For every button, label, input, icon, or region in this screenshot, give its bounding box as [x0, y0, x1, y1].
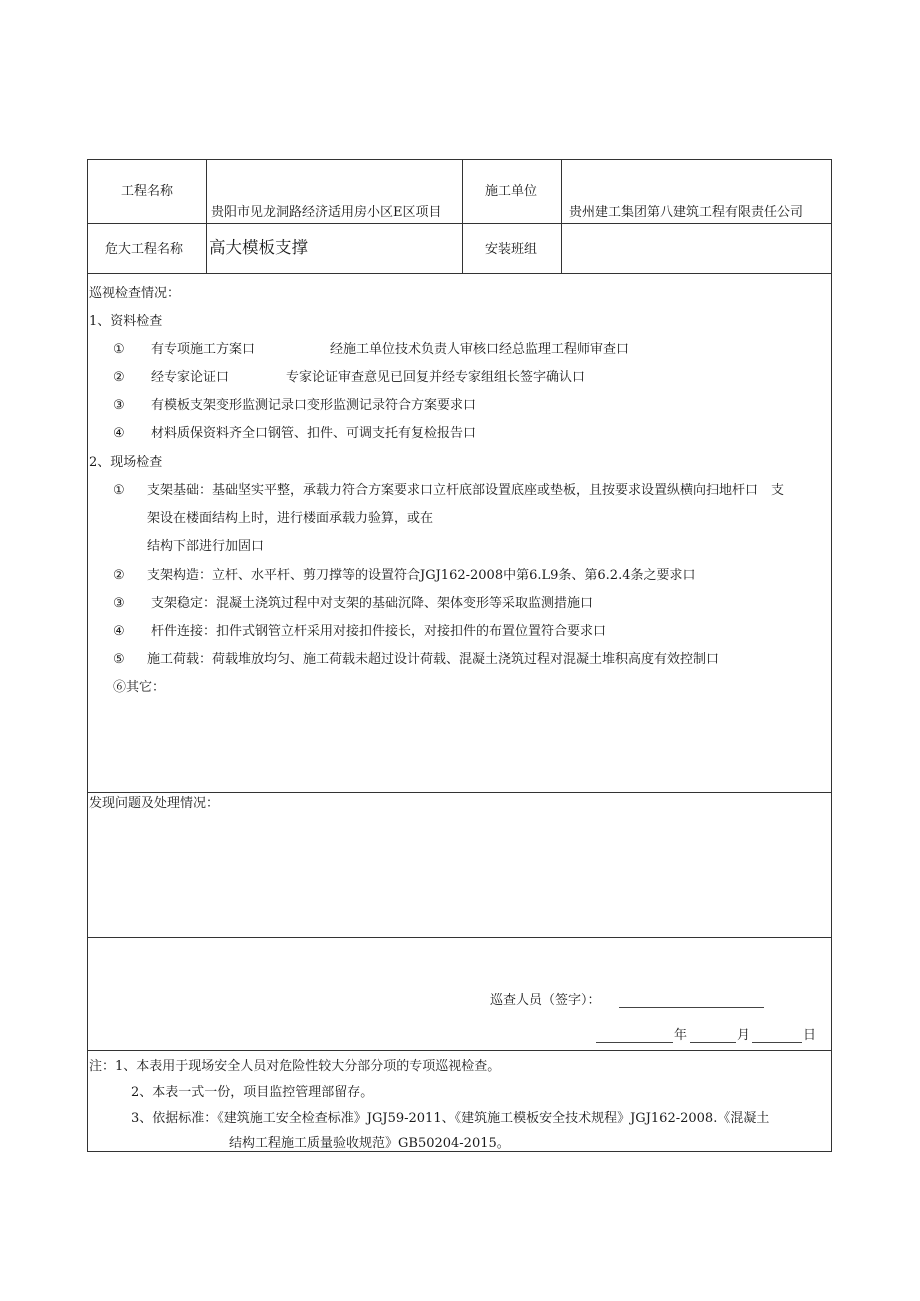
inspection-form	[87, 159, 832, 1152]
site-check-title: 2、现场检查	[89, 455, 163, 470]
site-item-4-text: 杆件连接：扣件式钢管立杆采用对接扣件接长，对接扣件的布置位置符合要求口	[151, 624, 607, 639]
hazard-project-label: 危大工程名称	[105, 242, 184, 257]
note-3-line-1: 3、依据标准：《建筑施工安全检查标准》JGJ59-2011、《建筑施工模板安全技术规程》JGJ162-2008.《混凝土	[131, 1111, 770, 1126]
site-item-4-num: ④	[113, 624, 125, 639]
row-divider-4	[88, 937, 831, 938]
site-item-5-num: ⑤	[113, 652, 125, 667]
col-divider-1	[206, 160, 207, 273]
row-divider-1	[88, 223, 831, 224]
site-item-1-num: ①	[113, 483, 125, 498]
docs-item-3-num: ③	[113, 398, 125, 413]
note-3-line-2: 结构工程施工质量验收规范》GB50204-2015。	[229, 1136, 510, 1151]
docs-item-4-text: 材料质保资料齐全口钢管、扣件、可调支托有复检报告口	[151, 426, 477, 441]
site-item-5-text: 施工荷载：荷载堆放均匀、施工荷载未超过设计荷载、混凝土浇筑过程对混凝土堆积高度有效控制口	[147, 652, 720, 667]
row-divider-2	[88, 273, 831, 274]
hazard-project-value: 高大模板支撑	[209, 238, 308, 257]
issues-title: 发现问题及处理情况：	[89, 796, 220, 811]
project-name-value: 贵阳市见龙洞路经济适用房小区E区项目	[211, 205, 442, 220]
day-blank-line[interactable]	[752, 1042, 802, 1043]
docs-item-1-text-a: 有专项施工方案口	[151, 342, 256, 357]
docs-item-2-text-b: 专家论证审查意见已回复并经专家组组长签字确认口	[286, 370, 586, 385]
docs-item-4-num: ④	[113, 426, 125, 441]
site-item-2-num: ②	[113, 568, 125, 583]
year-blank-line[interactable]	[596, 1042, 673, 1043]
year-label: 年	[674, 1028, 688, 1043]
col-divider-2	[462, 160, 463, 273]
contractor-label: 施工单位	[485, 184, 538, 199]
note-2: 2、本表一式一份，项目监控管理部留存。	[131, 1085, 374, 1100]
site-item-3-num: ③	[113, 596, 125, 611]
project-name-label: 工程名称	[121, 184, 174, 199]
install-team-label: 安装班组	[485, 242, 538, 257]
site-item-1-line-2: 架设在楼面结构上时，进行楼面承载力验算，或在	[147, 511, 434, 526]
month-label: 月	[737, 1028, 751, 1043]
row-divider-3	[88, 792, 831, 793]
row-divider-5	[88, 1050, 831, 1051]
inspection-title: 巡视检查情况：	[89, 286, 181, 301]
docs-check-title: 1、资料检查	[89, 314, 163, 329]
docs-item-2-text-a: 经专家论证口	[151, 370, 230, 385]
inspector-signature-label: 巡查人员（签字）：	[490, 993, 601, 1008]
month-blank-line[interactable]	[690, 1042, 736, 1043]
col-divider-3	[561, 160, 562, 273]
day-label: 日	[803, 1028, 817, 1043]
docs-item-2-num: ②	[113, 370, 125, 385]
site-item-2-text: 支架构造：立杆、水平杆、剪刀撑等的设置符合JGJ162-2008中第6.L9条、第6.2.4条之要求口	[147, 568, 696, 583]
contractor-value: 贵州建工集团第八建筑工程有限责任公司	[569, 205, 804, 220]
note-1: 注：1、本表用于现场安全人员对危险性较大分部分项的专项巡视检查。	[89, 1059, 501, 1074]
docs-item-3-text: 有模板支架变形监测记录口变形监测记录符合方案要求口	[151, 398, 477, 413]
docs-item-1-num: ①	[113, 342, 125, 357]
inspector-signature-line[interactable]	[619, 1007, 764, 1008]
site-other-label: ⑥其它：	[113, 680, 166, 695]
site-item-1-line-1: 支架基础：基础坚实平整，承载力符合方案要求口立杆底部设置底座或垫板，且按要求设置纵横向扫地杆口 支	[147, 483, 785, 498]
site-item-1-line-3: 结构下部进行加固口	[147, 539, 265, 554]
site-item-3-text: 支架稳定：混凝土浇筑过程中对支架的基础沉降、架体变形等采取监测措施口	[151, 596, 594, 611]
docs-item-1-text-b: 经施工单位技术负责人审核口经总监理工程师审查口	[330, 342, 630, 357]
